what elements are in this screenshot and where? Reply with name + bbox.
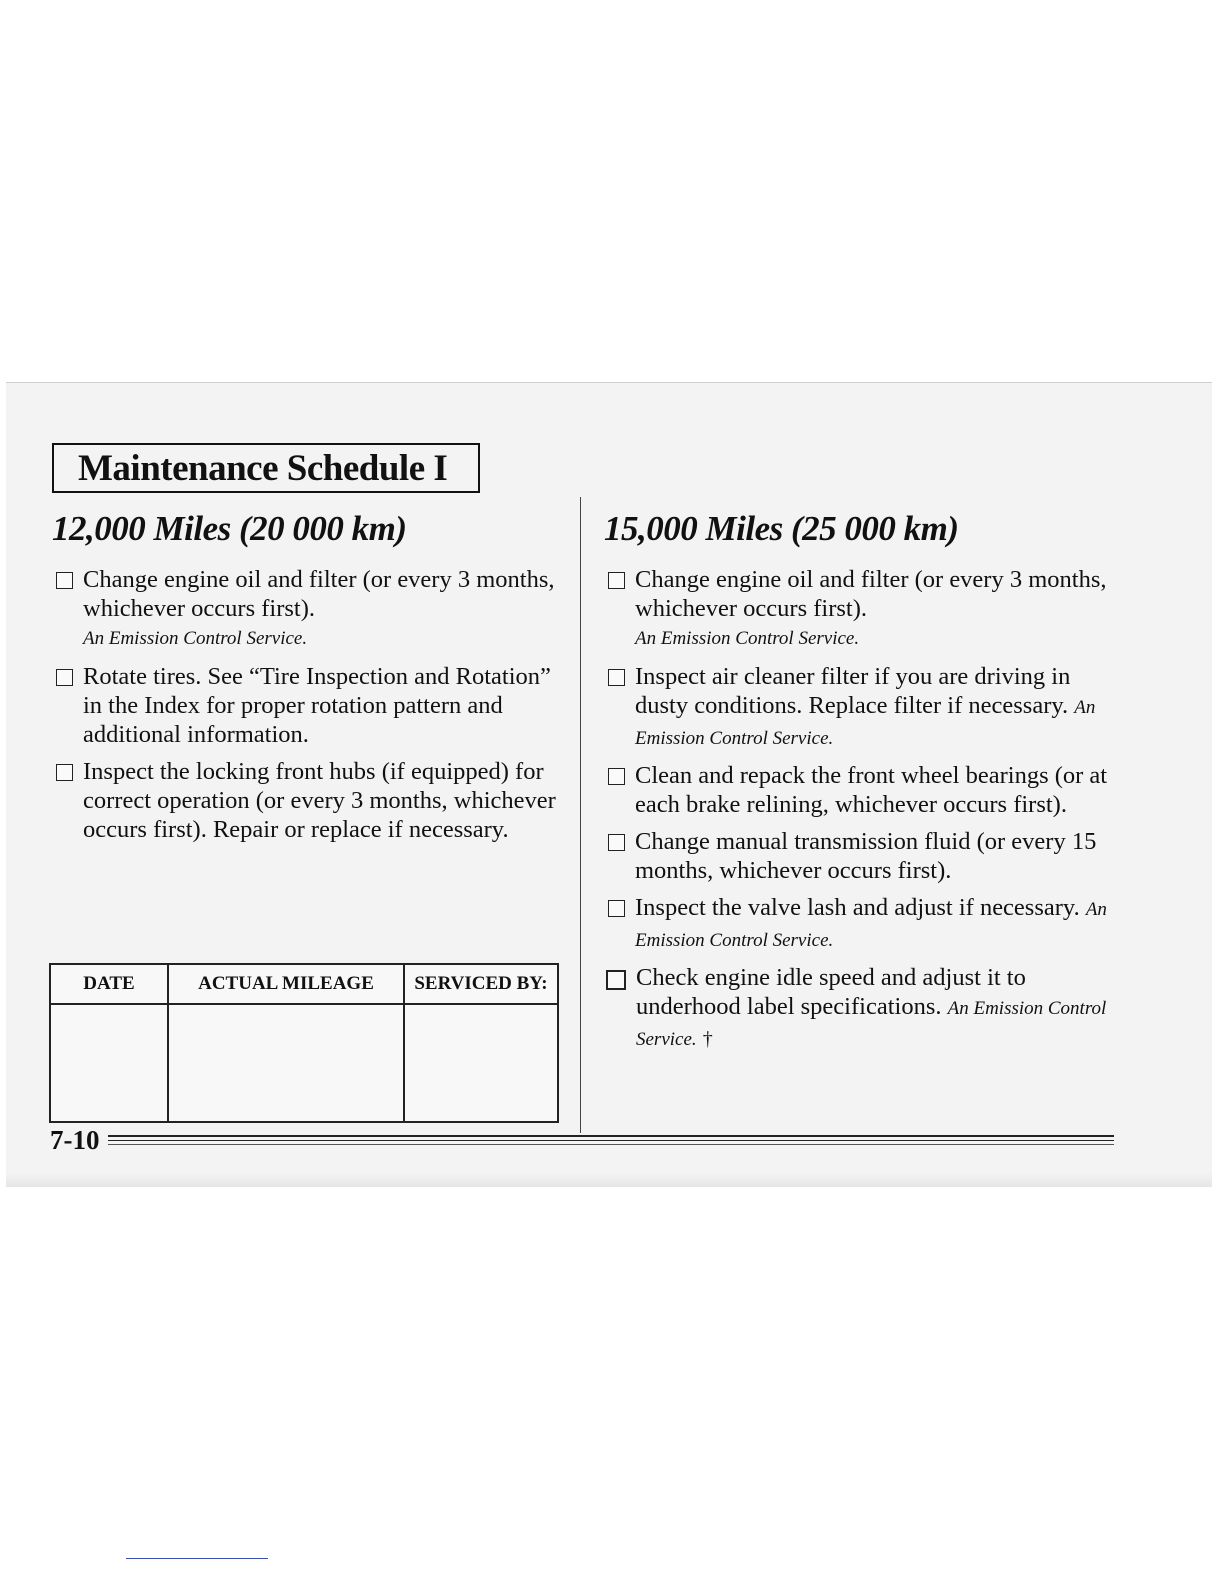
checklist-item xyxy=(604,565,1124,654)
emission-control-note: An Emission Control Service. xyxy=(635,899,1107,951)
checkbox-icon[interactable] xyxy=(56,572,73,589)
left-column xyxy=(52,509,562,852)
right-column xyxy=(604,509,1124,1062)
service-record-table xyxy=(49,963,559,1123)
item-text: Inspect the valve lash and adjust if necessary. xyxy=(635,894,1080,921)
checkbox-icon[interactable] xyxy=(608,834,625,851)
item-text: Check engine idle speed and adjust it to underhood label specifications. xyxy=(636,964,1026,1020)
section-title: Maintenance Schedule I xyxy=(52,443,480,493)
item-text: Inspect air cleaner filter if you are driving in dusty conditions. Replace filter if necessary. xyxy=(635,663,1071,719)
mileage-heading-15000: 15,000 Miles (25 000 km) xyxy=(604,509,959,548)
item-text: Clean and repack the front wheel bearings (or at each brake relining, whichever occurs first). xyxy=(635,762,1108,818)
item-text: Rotate tires. See “Tire Inspection and Rotation” in the Index for proper rotation pattern and additional information. xyxy=(83,663,551,748)
item-text: Change engine oil and filter (or every 3 months, whichever occurs first). xyxy=(83,566,555,622)
column-divider xyxy=(580,497,581,1133)
date-header: DATE xyxy=(50,964,168,1004)
checklist-item xyxy=(604,761,1124,819)
page-edge-shadow xyxy=(6,1173,1212,1187)
serviced-by-header: SERVICED BY: xyxy=(404,964,558,1004)
date-cell[interactable] xyxy=(50,1004,168,1122)
footer-rule xyxy=(108,1135,1114,1137)
checkbox-icon[interactable] xyxy=(56,669,73,686)
page-number: 7-10 xyxy=(50,1125,100,1155)
mileage-heading-12000: 12,000 Miles (20 000 km) xyxy=(52,509,407,548)
checklist-item xyxy=(52,662,562,749)
actual-mileage-cell[interactable] xyxy=(168,1004,404,1122)
manual-page xyxy=(6,382,1212,1187)
checkbox-icon[interactable] xyxy=(56,764,73,781)
serviced-by-cell[interactable] xyxy=(404,1004,558,1122)
checklist-item xyxy=(604,827,1124,885)
checkbox-icon[interactable] xyxy=(608,572,625,589)
emission-control-note: An Emission Control Service. xyxy=(636,998,1107,1050)
checklist-item xyxy=(604,662,1124,753)
checklist-item xyxy=(604,963,1124,1054)
checkbox-icon[interactable] xyxy=(608,900,625,917)
emission-control-note: An Emission Control Service. xyxy=(635,628,860,649)
table-header-row xyxy=(50,964,558,1004)
table-row xyxy=(50,1004,558,1122)
item-text: Change engine oil and filter (or every 3 months, whichever occurs first). xyxy=(635,566,1107,622)
dagger-footnote-mark: † xyxy=(702,1028,713,1050)
item-text: Change manual transmission fluid (or every 15 months, whichever occurs first). xyxy=(635,828,1097,884)
footer-rule xyxy=(108,1140,1114,1141)
checkbox-icon[interactable] xyxy=(608,768,625,785)
checkbox-icon[interactable] xyxy=(608,669,625,686)
item-text: Inspect the locking front hubs (if equipped) for correct operation (or every 3 months, whichever occurs first). Repair or replace if necessary. xyxy=(83,758,556,843)
checklist-item xyxy=(52,565,562,654)
checkbox-icon[interactable] xyxy=(606,970,626,990)
checklist-item xyxy=(604,893,1124,955)
emission-control-note: An Emission Control Service. xyxy=(635,697,1096,749)
checklist-item xyxy=(52,757,562,844)
footer-rule xyxy=(108,1144,1114,1145)
emission-control-note: An Emission Control Service. xyxy=(83,628,308,649)
bottom-underline xyxy=(126,1558,268,1559)
actual-mileage-header: ACTUAL MILEAGE xyxy=(168,964,404,1004)
